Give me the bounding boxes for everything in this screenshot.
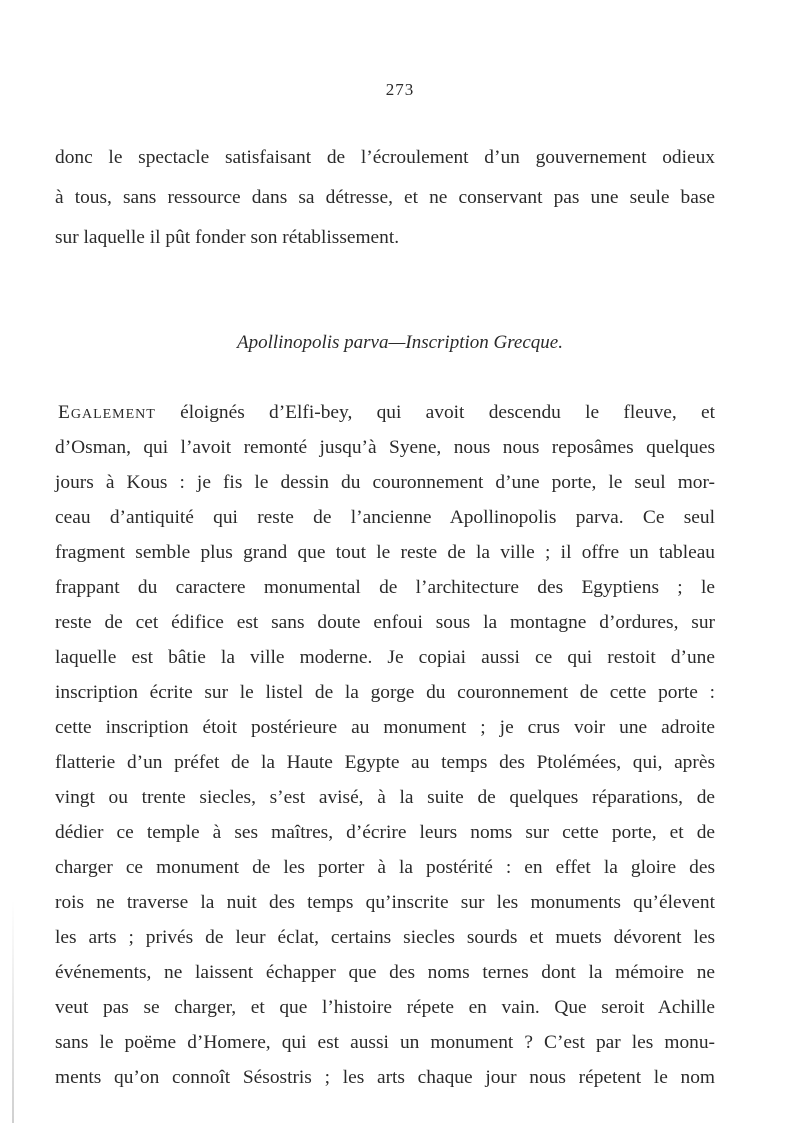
text-line: vingt ou trente siecles, s’est avisé, à la suite de quelques réparations, de (55, 787, 715, 808)
text-line: éloignés d’Elfi-bey, qui avoit descendu le fleuve, et (155, 402, 715, 423)
page-number: 273 (385, 80, 415, 99)
text-line: ments qu’on connoît Sésostris ; les arts chaque jour nous répetent le nom (55, 1067, 715, 1088)
text-line: sur laquelle il pût fonder son rétablissement. (55, 227, 400, 248)
text-line: les arts ; privés de leur éclat, certains siecles sourds et muets dévorent les (55, 927, 715, 948)
text-line: veut pas se charger, et que l’histoire répete en vain. Que seroit Achille (55, 997, 715, 1018)
paragraph-first-word: Egalement (58, 402, 156, 423)
text-line: reste de cet édifice est sans doute enfoui sous la montagne d’ordures, sur (55, 612, 715, 633)
text-line: à tous, sans ressource dans sa détresse, et ne conservant pas une seule base (55, 187, 715, 208)
text-line: charger ce monument de les porter à la postérité : en effet la gloire des (55, 857, 715, 878)
text-line: flatterie d’un préfet de la Haute Egypte au temps des Ptolémées, qui, après (55, 752, 715, 773)
section-heading: Apollinopolis parva—Inscription Grecque. (237, 332, 563, 353)
text-line: d’Osman, qui l’avoit remonté jusqu’à Syene, nous nous reposâmes quelques (55, 437, 715, 458)
text-line: ceau d’antiquité qui reste de l’ancienne Apollinopolis parva. Ce seul (55, 507, 715, 528)
paragraph-first-line (58, 403, 715, 422)
text-line: donc le spectacle satisfaisant de l’écroulement d’un gouvernement odieux (55, 147, 715, 168)
text-line: fragment semble plus grand que tout le reste de la ville ; il offre un tableau (55, 542, 715, 563)
text-line: sans le poëme d’Homere, qui est aussi un monument ? C’est par les monu- (55, 1032, 715, 1053)
text-line: laquelle est bâtie la ville moderne. Je copiai aussi ce qui restoit d’une (55, 647, 715, 668)
text-line: inscription écrite sur le listel de la gorge du couronnement de cette porte : (55, 682, 715, 703)
page-edge-shadow (12, 900, 14, 1123)
text-line: événements, ne laissent échapper que des noms ternes dont la mémoire ne (55, 962, 715, 983)
text-line: rois ne traverse la nuit des temps qu’inscrite sur les monuments qu’élevent (55, 892, 715, 913)
text-line: jours à Kous : je fis le dessin du couronnement d’une porte, le seul mor- (55, 472, 715, 493)
text-line: frappant du caractere monumental de l’architecture des Egyptiens ; le (55, 577, 715, 598)
text-line: dédier ce temple à ses maîtres, d’écrire leurs noms sur cette porte, et de (55, 822, 715, 843)
text-line: cette inscription étoit postérieure au monument ; je crus voir une adroite (55, 717, 715, 738)
